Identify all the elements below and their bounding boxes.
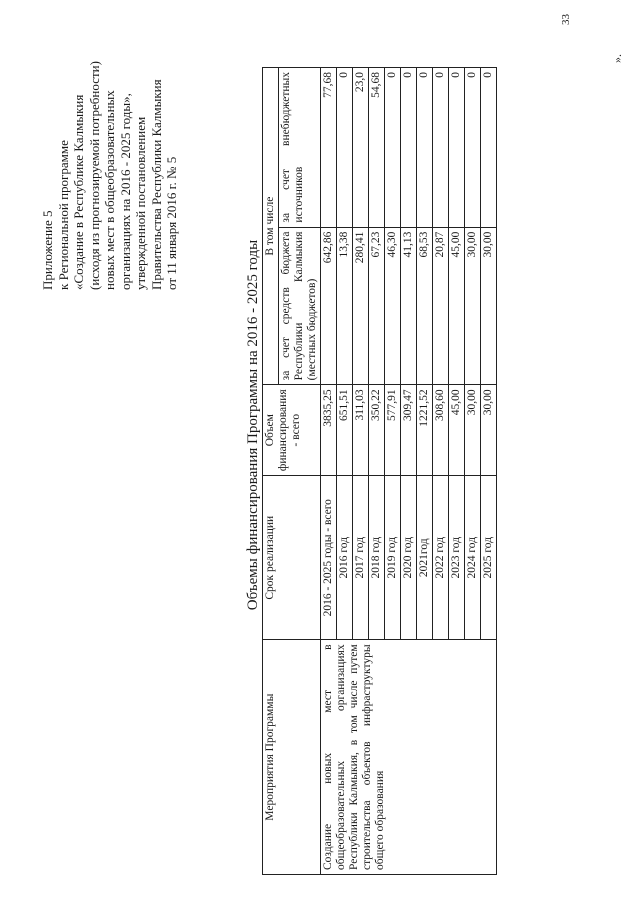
header-measure: Мероприятия Программы bbox=[263, 640, 321, 875]
period-cell: 2023 год bbox=[449, 476, 465, 640]
header-total: Объем финансирования - всего bbox=[263, 385, 321, 476]
budget-cell: 30,00 bbox=[465, 227, 481, 385]
page-number: 33 bbox=[560, 14, 572, 25]
total-cell: 30,00 bbox=[481, 385, 497, 476]
period-cell: 2016 год bbox=[337, 476, 353, 640]
extra-cell: 0 bbox=[481, 68, 497, 228]
budget-cell: 13,38 bbox=[337, 227, 353, 385]
total-cell: 45,00 bbox=[449, 385, 465, 476]
budget-cell: 67,23 bbox=[369, 227, 385, 385]
budget-cell: 46,30 bbox=[385, 227, 401, 385]
period-cell: 2016 - 2025 годы - всего bbox=[321, 476, 337, 640]
total-cell: 651,51 bbox=[337, 385, 353, 476]
extra-cell: 23,0 bbox=[353, 68, 369, 228]
extra-cell: 77,68 bbox=[321, 68, 337, 228]
appendix-header bbox=[40, 10, 180, 290]
header-period: Срок реализации bbox=[263, 476, 321, 640]
total-cell: 311,03 bbox=[353, 385, 369, 476]
period-cell: 2022 год bbox=[433, 476, 449, 640]
appendix-line: Приложение 5 bbox=[40, 210, 55, 290]
measure-cell: Создание новых мест в общеобразовательных организациях Республики Калмыкия, в том числе путем строительства объектов инфраструктуры общего образования bbox=[321, 640, 497, 875]
extra-cell: 0 bbox=[401, 68, 417, 228]
total-cell: 3835,25 bbox=[321, 385, 337, 476]
extra-cell: 0 bbox=[449, 68, 465, 228]
document-title: Объемы финансирования Программы на 2016 - 2025 годы bbox=[245, 239, 261, 611]
appendix-line: новых мест в общеобразовательных bbox=[102, 90, 117, 290]
extra-cell: 0 bbox=[385, 68, 401, 228]
total-cell: 1221,52 bbox=[417, 385, 433, 476]
table-header-row bbox=[263, 68, 279, 875]
appendix-line: (исходя из прогнозируемой потребности) bbox=[86, 61, 102, 290]
table-row bbox=[321, 68, 337, 875]
budget-cell: 642,86 bbox=[321, 227, 337, 385]
extra-cell: 0 bbox=[417, 68, 433, 228]
extra-cell: 0 bbox=[433, 68, 449, 228]
period-cell: 2017 год bbox=[353, 476, 369, 640]
extra-cell: 0 bbox=[465, 68, 481, 228]
header-including: В том числе bbox=[263, 68, 279, 385]
budget-cell: 30,00 bbox=[481, 227, 497, 385]
period-cell: 2019 год bbox=[385, 476, 401, 640]
financing-table bbox=[262, 67, 497, 875]
total-cell: 577,91 bbox=[385, 385, 401, 476]
budget-cell: 280,41 bbox=[353, 227, 369, 385]
budget-cell: 41,13 bbox=[401, 227, 417, 385]
extra-cell: 54,68 bbox=[369, 68, 385, 228]
total-cell: 30,00 bbox=[465, 385, 481, 476]
appendix-line: организациях на 2016 - 2025 годы», bbox=[117, 93, 133, 290]
period-cell: 2025 год bbox=[481, 476, 497, 640]
budget-cell: 45,00 bbox=[449, 227, 465, 385]
period-cell: 2024 год bbox=[465, 476, 481, 640]
header-extra: за счет внебюджетных источников bbox=[279, 68, 321, 228]
budget-cell: 20,87 bbox=[433, 227, 449, 385]
period-cell: 2020 год bbox=[401, 476, 417, 640]
period-cell: 2018 год bbox=[369, 476, 385, 640]
appendix-line: от 11 января 2016 г. № 5 bbox=[164, 156, 179, 290]
appendix-line: к Региональной программе bbox=[55, 140, 71, 290]
total-cell: 309,47 bbox=[401, 385, 417, 476]
appendix-line: утвержденной постановлением bbox=[133, 116, 148, 290]
appendix-line: «Создание в Республике Калмыкия bbox=[71, 94, 86, 290]
budget-cell: 68,53 bbox=[417, 227, 433, 385]
header-budget: за счет средств бюджета Республики Калмыкия (местных бюджетов) bbox=[279, 227, 321, 385]
total-cell: 308,60 bbox=[433, 385, 449, 476]
closing-quote: ». bbox=[610, 54, 624, 63]
extra-cell: 0 bbox=[337, 68, 353, 228]
appendix-line: Правительства Республики Калмыкия bbox=[148, 79, 164, 290]
period-cell: 2021год bbox=[417, 476, 433, 640]
total-cell: 350,22 bbox=[369, 385, 385, 476]
